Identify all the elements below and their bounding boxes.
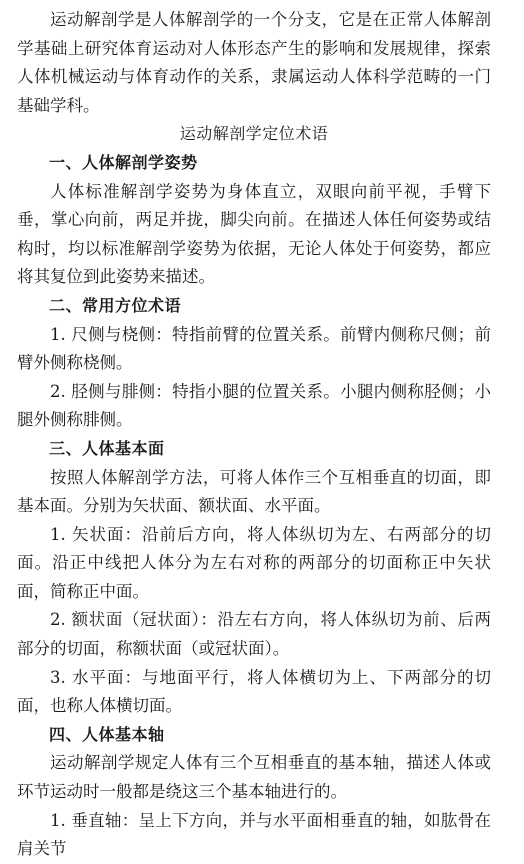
paragraph-frontal-plane: 2. 额状面（冠状面）：沿左右方向，将人体纵切为前、后两部分的切面，称额状面（或冠状面）。	[17, 610, 491, 659]
paragraph-vertical-axis: 1. 垂直轴：呈上下方向，并与水平面相垂直的轴，如肱骨在肩关节	[17, 810, 491, 859]
heading-directional-terms: 二、常用方位术语	[49, 295, 182, 315]
intro-paragraph: 运动解剖学是人体解剖学的一个分支，它是在正常人体解剖学基础上研究体育运动对人体形态产生的影响和发展规律，探索人体机械运动与体育动作的关系，隶属运动人体科学范畴的一门基础学科。	[17, 10, 491, 115]
paragraph-ulnar-radial: 1. 尺侧与桡侧：特指前臂的位置关系。前臂内侧称尺侧；前臂外侧称桡侧。	[17, 324, 491, 373]
section-title: 运动解剖学定位术语	[179, 124, 329, 144]
paragraph-planes-intro: 按照人体解剖学方法，可将人体作三个互相垂直的切面，即基本面。分别为矢状面、额状面、水平面。	[17, 467, 491, 516]
heading-anatomical-position: 一、人体解剖学姿势	[49, 152, 198, 172]
paragraph-anatomical-position: 人体标准解剖学姿势为身体直立，双眼向前平视，手臂下垂，掌心向前，两足并拢，脚尖向前。在描述人体任何姿势或结构时，均以标准解剖学姿势为依据，无论人体处于何姿势，都应将其复位到此姿势来描述。	[17, 181, 491, 287]
paragraph-horizontal-plane: 3. 水平面：与地面平行，将人体横切为上、下两部分的切面，也称人体横切面。	[17, 667, 491, 716]
heading-basic-planes: 三、人体基本面	[49, 438, 165, 458]
paragraph-sagittal-plane: 1. 矢状面：沿前后方向，将人体纵切为左、右两部分的切面。沿正中线把人体分为左右对称的两部分的切面称正中矢状面，简称正中面。	[17, 524, 491, 601]
heading-basic-axes: 四、人体基本轴	[49, 724, 165, 744]
document-page	[17, 6, 491, 864]
paragraph-tibial-fibular: 2. 胫侧与腓侧：特指小腿的位置关系。小腿内侧称胫侧；小腿外侧称腓侧。	[17, 381, 491, 430]
paragraph-axes-intro: 运动解剖学规定人体有三个互相垂直的基本轴，描述人体或环节运动时一般都是绕这三个基本轴进行的。	[17, 753, 491, 802]
